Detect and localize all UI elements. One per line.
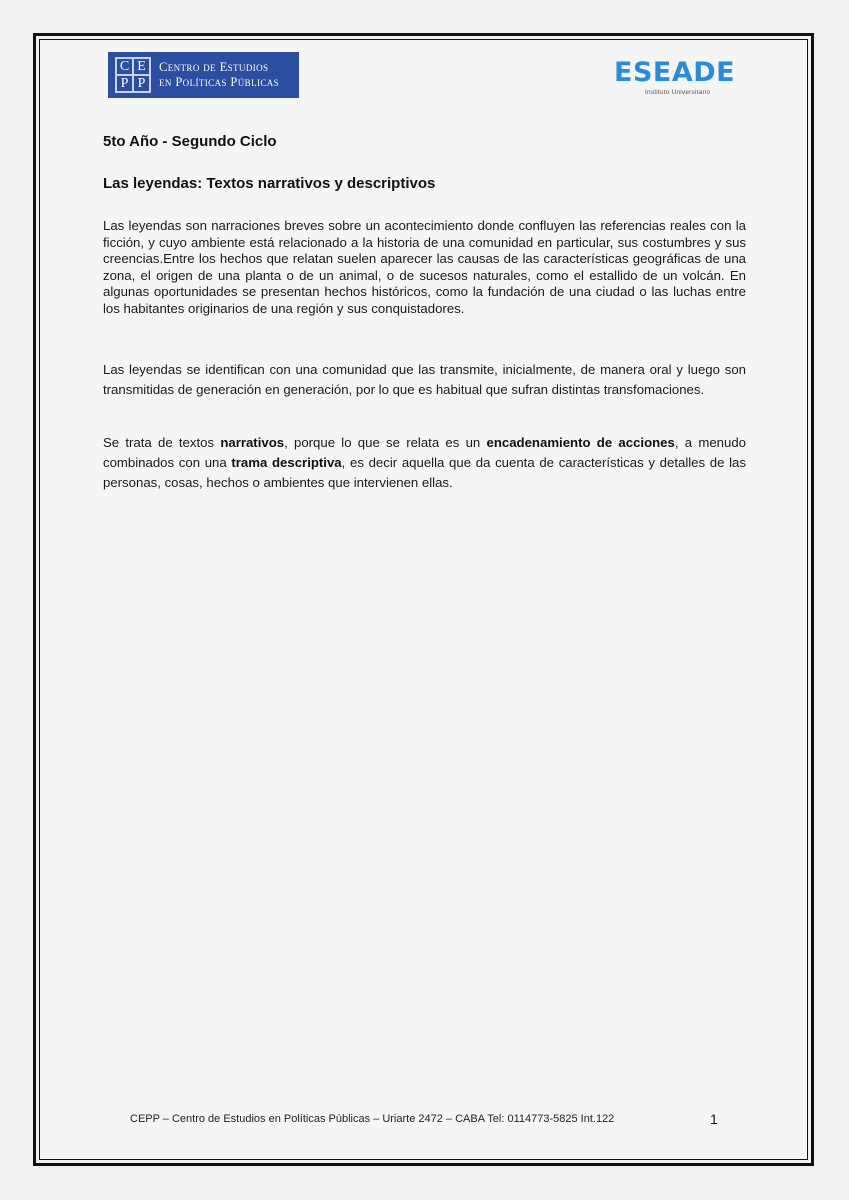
cepp-letter-p2: P	[133, 75, 150, 92]
eseade-logo-word: ESEADE	[614, 57, 736, 88]
year-heading: 5to Año - Segundo Ciclo	[103, 133, 277, 150]
paragraph-3-bold-2: encadenamiento de acciones	[486, 435, 675, 450]
cepp-letter-p1: P	[116, 75, 133, 92]
cepp-letter-c: C	[116, 58, 133, 75]
cepp-letter-e: E	[133, 58, 150, 75]
paragraph-2: Las leyendas se identifican con una comunidad que las transmite, inicialmente, de manera oral y luego son transmitidas de generación en generación, por lo que es habitual que sufran distintas transfomaciones.	[103, 362, 746, 397]
document-title: Las leyendas: Textos narrativos y descriptivos	[103, 175, 436, 192]
paragraph-3-bold-3: trama descriptiva	[231, 455, 342, 470]
footer-text: CEPP – Centro de Estudios en Políticas Públicas – Uriarte 2472 – CABA Tel: 0114773-5825 Int.122	[130, 1113, 615, 1125]
eseade-logo-subtitle: Instituto Universitario	[645, 89, 711, 96]
paragraph-3-text-4: , es decir aquella que da cuenta de características y detalles de las personas, cosas, hechos o ambientes que intervienen ellas.	[103, 455, 746, 490]
paragraph-3-text-2: , porque lo que se relata es un	[284, 435, 487, 450]
cepp-logo	[108, 52, 299, 98]
paragraph-1: Las leyendas son narraciones breves sobre un acontecimiento donde confluyen las referencias reales con la ficción, y cuyo ambiente está relacionado a la historia de una comunidad en particular, sus costumbres y sus creencias.Entre los hechos que relatan suelen aparecer las causas de las características geográficas de una zona, el origen de una planta o de un animal, o de sucesos naturales, como el estallido de un volcán. En algunas oportunidades se presentan hechos históricos, como la fundación de una ciudad o las luchas entre los habitantes originarios de una región y sus conquistadores.	[103, 218, 746, 316]
eseade-logo	[614, 58, 744, 100]
cepp-logo-text	[159, 60, 279, 90]
paragraph-3-text-3: , a menudo combinados con una	[103, 435, 746, 470]
cepp-monogram	[115, 57, 151, 93]
page-number: 1	[710, 1111, 718, 1127]
paragraph-3-text-1: Se trata de textos	[103, 435, 221, 450]
cepp-logo-line1: Centro de Estudios	[159, 60, 269, 74]
page-border-inner	[39, 39, 808, 1160]
cepp-logo-line2: en Políticas Públicas	[159, 75, 280, 89]
paragraph-3-bold-1: narrativos	[220, 435, 285, 450]
paragraph-3	[103, 433, 746, 493]
